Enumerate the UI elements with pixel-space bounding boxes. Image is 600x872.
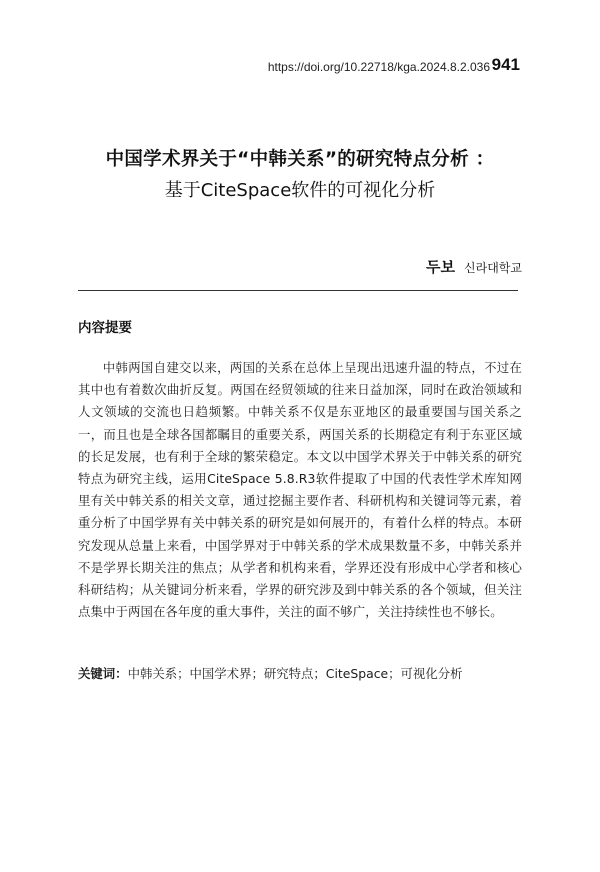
author-affiliation: 신라대학교 xyxy=(464,261,522,275)
doi-link[interactable]: https://doi.org/10.22718/kga.2024.8.2.036 xyxy=(267,60,490,74)
paper-title-line-1: 中国学术界关于“中韩关系”的研究特点分析 ： xyxy=(105,149,495,170)
paper-title-line-2: 基于CiteSpace软件的可视化分析 xyxy=(164,180,436,201)
author-name: 두보 xyxy=(425,258,455,276)
abstract-paragraph: 中韩两国自建交以来，两国的关系在总体上呈现出迅速升温的特点，不过在其中也有着数次曲折反复。两国在经贸领域的往来日益加深，同时在政治领域和人文领域的交流也日趋频繁。中韩关系不仅是东亚地区的最重要国与国关系之一，而且也是全球各国都瞩目的重要关系，两国关系的长期稳定有利于东亚区域的长足发展，也有利于全球的繁荣稳定。本文以中国学术界关于中韩关系的研究特点为研究主线，运用CiteSpace 5.8.R3软件提取了中国的代表性学术库知网里有关中韩关系的相关文章，通过挖掘主要作者、科研机构和关键词等元素，着重分析了中国学界有关中韩关系的研究是如何展开的，有着什么样的特点。本研究发现从总量上来看，中国学界对于中韩关系的学术成果数量不多，中韩关系并不是学界长期关注的焦点；从学者和机构来看，学界还没有形成中心学者和核心科研结构；从关键词分析来看，学界的研究涉及到中韩关系的各个领域，但关注点集中于两国在各年度的重大事件，关注的面不够广，关注持续性也不够长。 xyxy=(78,360,522,620)
abstract-body xyxy=(78,357,522,623)
page-number: 941 xyxy=(491,55,520,74)
title-divider xyxy=(78,290,518,291)
keywords-label: 关键词： xyxy=(78,666,128,681)
author-block xyxy=(426,256,522,277)
abstract-heading: 内容提要 xyxy=(78,320,132,336)
keywords-text: 中韩关系；中国学术界；研究特点；CiteSpace；可视化分析 xyxy=(127,666,463,681)
keywords-line xyxy=(78,664,463,682)
